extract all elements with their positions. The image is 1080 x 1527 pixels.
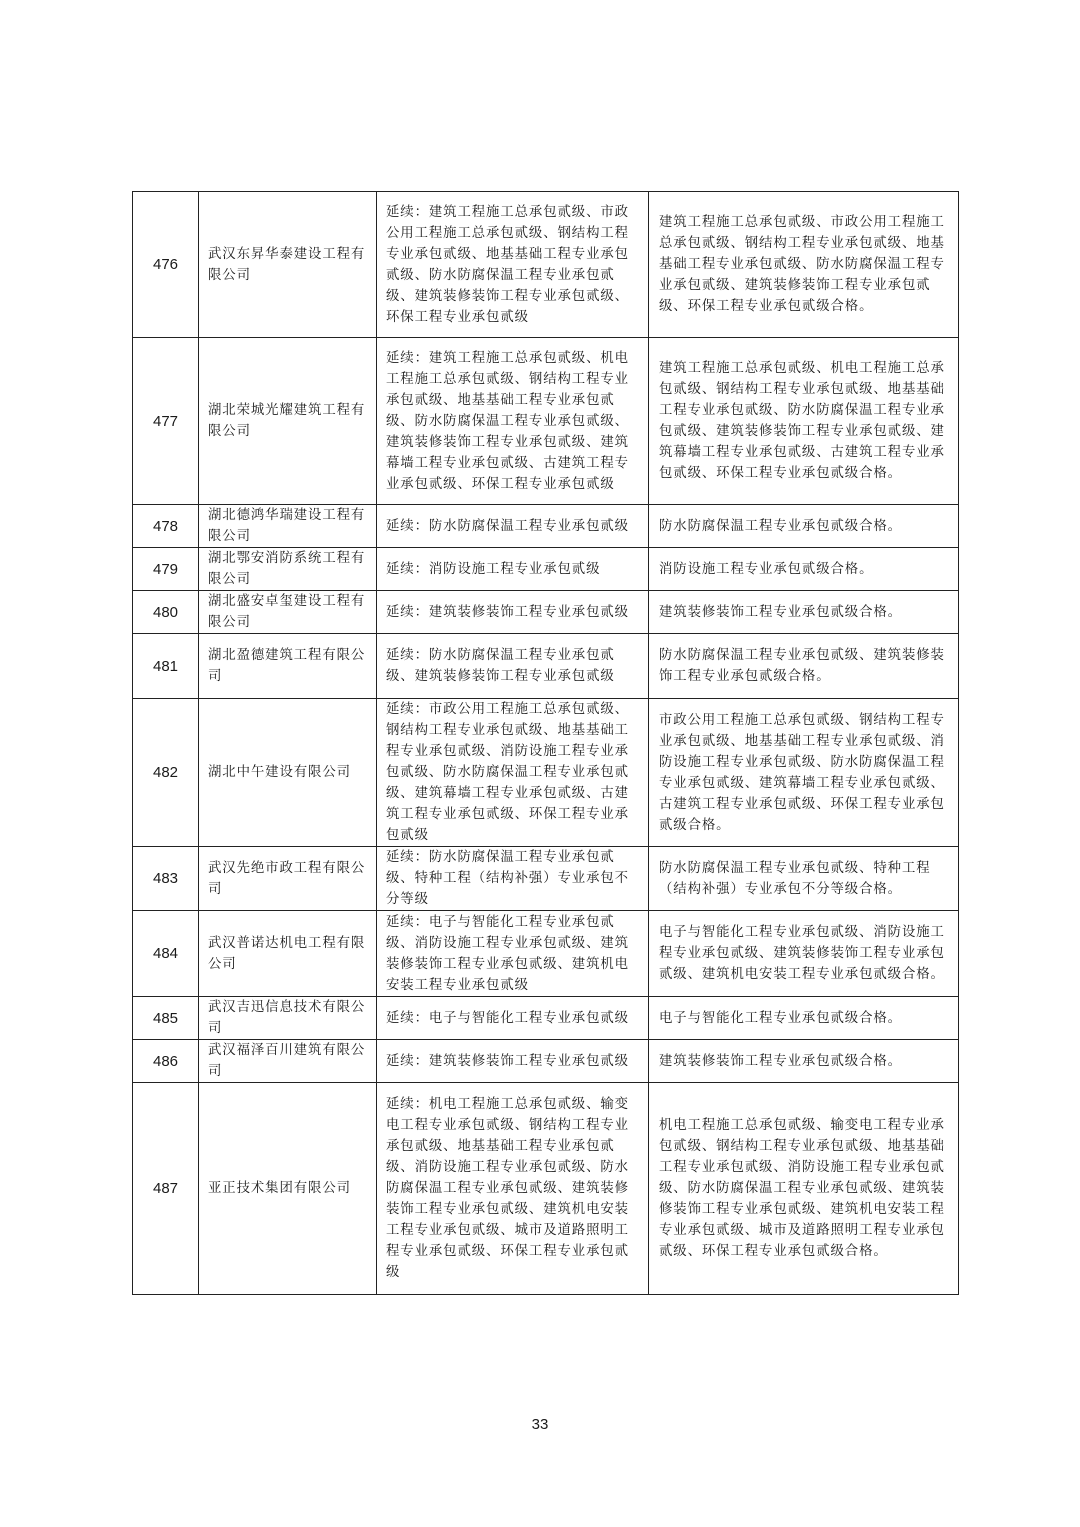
qualification-table-body [133, 192, 959, 1295]
company-name: 武汉福泽百川建筑有限公司 [199, 1040, 377, 1083]
review-result: 建筑装修装饰工程专业承包贰级合格。 [649, 1040, 959, 1083]
table-row [133, 911, 959, 997]
row-number: 479 [133, 548, 199, 591]
application-content: 延续：防水防腐保温工程专业承包贰级、建筑装修装饰工程专业承包贰级 [377, 634, 649, 699]
company-name: 湖北盈德建筑工程有限公司 [199, 634, 377, 699]
row-number: 478 [133, 505, 199, 548]
table-row [133, 1040, 959, 1083]
row-number: 481 [133, 634, 199, 699]
row-number: 476 [133, 192, 199, 338]
application-content: 延续：防水防腐保温工程专业承包贰级 [377, 505, 649, 548]
row-number: 480 [133, 591, 199, 634]
company-name: 湖北德鸿华瑞建设工程有限公司 [199, 505, 377, 548]
review-result: 电子与智能化工程专业承包贰级、消防设施工程专业承包贰级、建筑装修装饰工程专业承包贰级、建筑机电安装工程专业承包贰级合格。 [649, 911, 959, 997]
table-row [133, 548, 959, 591]
company-name: 武汉吉迅信息技术有限公司 [199, 997, 377, 1040]
application-content: 延续：电子与智能化工程专业承包贰级、消防设施工程专业承包贰级、建筑装修装饰工程专业承包贰级、建筑机电安装工程专业承包贰级 [377, 911, 649, 997]
application-content: 延续：市政公用工程施工总承包贰级、钢结构工程专业承包贰级、地基基础工程专业承包贰级、消防设施工程专业承包贰级、防水防腐保温工程专业承包贰级、建筑幕墙工程专业承包贰级、古建筑工程专业承包贰级、环保工程专业承包贰级 [377, 699, 649, 847]
row-number: 483 [133, 847, 199, 911]
review-result: 市政公用工程施工总承包贰级、钢结构工程专业承包贰级、地基基础工程专业承包贰级、消防设施工程专业承包贰级、防水防腐保温工程专业承包贰级、建筑幕墙工程专业承包贰级、古建筑工程专业承包贰级、环保工程专业承包贰级合格。 [649, 699, 959, 847]
application-content: 延续：电子与智能化工程专业承包贰级 [377, 997, 649, 1040]
application-content: 延续：建筑工程施工总承包贰级、机电工程施工总承包贰级、钢结构工程专业承包贰级、地基基础工程专业承包贰级、防水防腐保温工程专业承包贰级、建筑装修装饰工程专业承包贰级、建筑幕墙工程专业承包贰级、古建筑工程专业承包贰级、环保工程专业承包贰级 [377, 338, 649, 505]
page-number: 33 [531, 1416, 549, 1433]
table-row [133, 192, 959, 338]
review-result: 建筑装修装饰工程专业承包贰级合格。 [649, 591, 959, 634]
table-row [133, 505, 959, 548]
row-number: 487 [133, 1083, 199, 1295]
review-result: 建筑工程施工总承包贰级、机电工程施工总承包贰级、钢结构工程专业承包贰级、地基基础工程专业承包贰级、防水防腐保温工程专业承包贰级、建筑装修装饰工程专业承包贰级、建筑幕墙工程专业承包贰级、古建筑工程专业承包贰级、环保工程专业承包贰级合格。 [649, 338, 959, 505]
row-number: 477 [133, 338, 199, 505]
application-content: 延续：建筑装修装饰工程专业承包贰级 [377, 591, 649, 634]
application-content: 延续：建筑工程施工总承包贰级、市政公用工程施工总承包贰级、钢结构工程专业承包贰级、地基基础工程专业承包贰级、防水防腐保温工程专业承包贰级、建筑装修装饰工程专业承包贰级、环保工程专业承包贰级 [377, 192, 649, 338]
company-name: 武汉普诺达机电工程有限公司 [199, 911, 377, 997]
row-number: 485 [133, 997, 199, 1040]
application-content: 延续：防水防腐保温工程专业承包贰级、特种工程（结构补强）专业承包不分等级 [377, 847, 649, 911]
company-name: 湖北盛安卓玺建设工程有限公司 [199, 591, 377, 634]
company-name: 湖北中午建设有限公司 [199, 699, 377, 847]
application-content: 延续：建筑装修装饰工程专业承包贰级 [377, 1040, 649, 1083]
table-row [133, 1083, 959, 1295]
table-row [133, 591, 959, 634]
review-result: 防水防腐保温工程专业承包贰级、特种工程（结构补强）专业承包不分等级合格。 [649, 847, 959, 911]
review-result: 防水防腐保温工程专业承包贰级、建筑装修装饰工程专业承包贰级合格。 [649, 634, 959, 699]
review-result: 防水防腐保温工程专业承包贰级合格。 [649, 505, 959, 548]
company-name: 武汉东昇华泰建设工程有限公司 [199, 192, 377, 338]
row-number: 482 [133, 699, 199, 847]
row-number: 484 [133, 911, 199, 997]
table-row [133, 699, 959, 847]
company-name: 湖北荣城光耀建筑工程有限公司 [199, 338, 377, 505]
company-name: 武汉先绝市政工程有限公司 [199, 847, 377, 911]
application-content: 延续：消防设施工程专业承包贰级 [377, 548, 649, 591]
review-result: 建筑工程施工总承包贰级、市政公用工程施工总承包贰级、钢结构工程专业承包贰级、地基基础工程专业承包贰级、防水防腐保温工程专业承包贰级、建筑装修装饰工程专业承包贰级、环保工程专业承包贰级合格。 [649, 192, 959, 338]
review-result: 机电工程施工总承包贰级、输变电工程专业承包贰级、钢结构工程专业承包贰级、地基基础工程专业承包贰级、消防设施工程专业承包贰级、防水防腐保温工程专业承包贰级、建筑装修装饰工程专业承包贰级、建筑机电安装工程专业承包贰级、城市及道路照明工程专业承包贰级、环保工程专业承包贰级合格。 [649, 1083, 959, 1295]
application-content: 延续：机电工程施工总承包贰级、输变电工程专业承包贰级、钢结构工程专业承包贰级、地基基础工程专业承包贰级、消防设施工程专业承包贰级、防水防腐保温工程专业承包贰级、建筑装修装饰工程专业承包贰级、建筑机电安装工程专业承包贰级、城市及道路照明工程专业承包贰级、环保工程专业承包贰级 [377, 1083, 649, 1295]
table-row [133, 847, 959, 911]
review-result: 电子与智能化工程专业承包贰级合格。 [649, 997, 959, 1040]
table-row [133, 997, 959, 1040]
company-name: 亚正技术集团有限公司 [199, 1083, 377, 1295]
table-row [133, 338, 959, 505]
table-row [133, 634, 959, 699]
row-number: 486 [133, 1040, 199, 1083]
qualification-table [132, 191, 959, 1295]
company-name: 湖北鄂安消防系统工程有限公司 [199, 548, 377, 591]
review-result: 消防设施工程专业承包贰级合格。 [649, 548, 959, 591]
